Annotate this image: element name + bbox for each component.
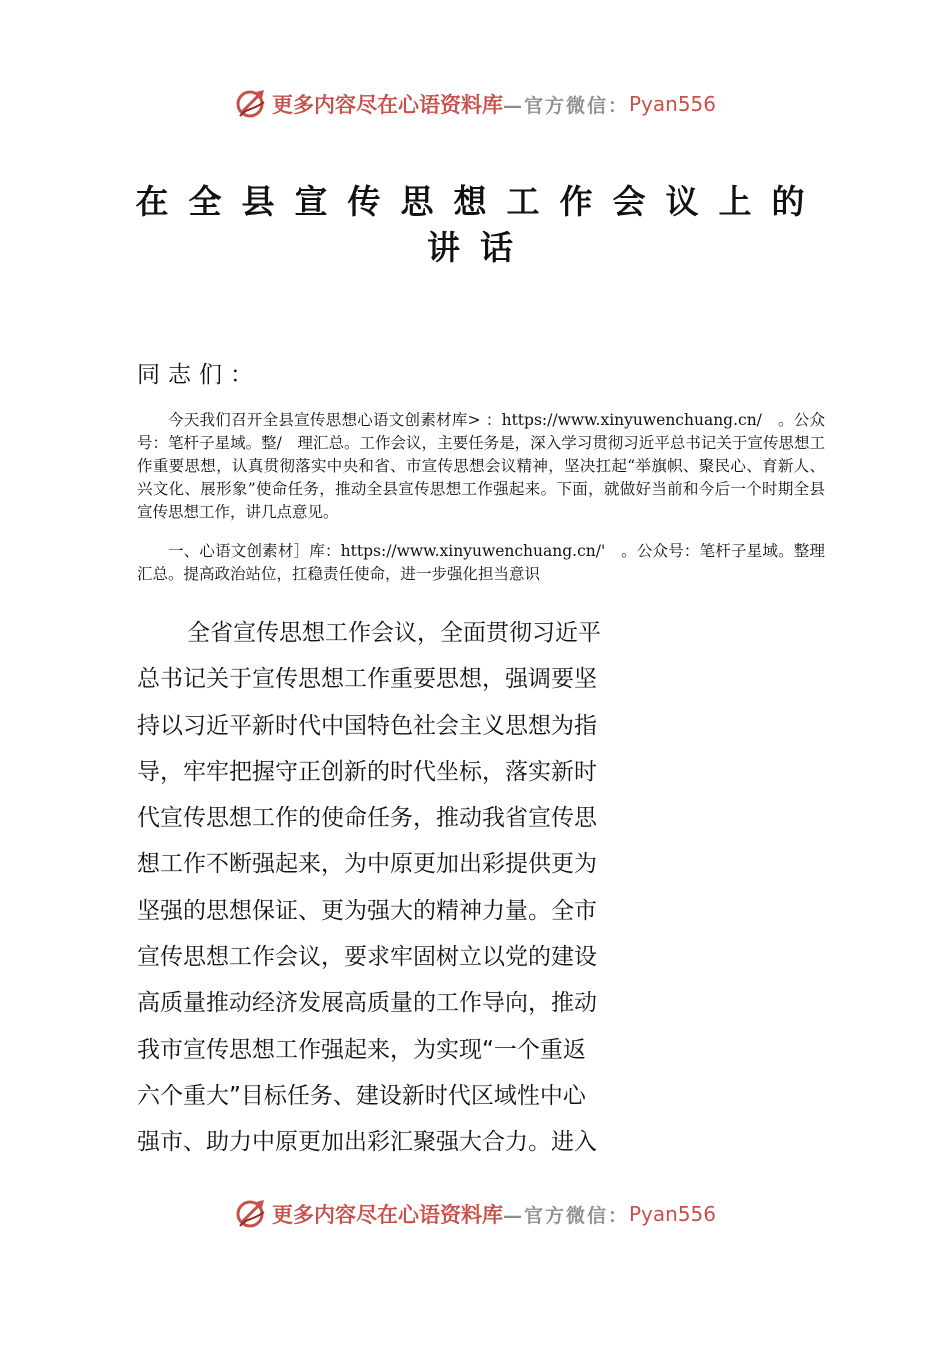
- banner-red-text: 更多内容尽在心语资料库: [271, 92, 503, 117]
- body-line: 总书记关于宣传思想工作重要思想，强调要坚: [137, 666, 597, 693]
- pen-swirl-logo-icon: [234, 86, 270, 122]
- document-title-line2: 讲话: [427, 228, 533, 267]
- body-line: 全省宣传思想工作会议，全面贯彻习近平: [187, 620, 601, 646]
- salutation: 同志们：: [137, 362, 261, 388]
- body-line: 想工作不断强起来，为中原更加出彩提供更为: [137, 851, 597, 878]
- banner-wechat-id: Pyan556: [629, 92, 717, 116]
- body-line: 高质量推动经济发展高质量的工作导向，推动: [137, 990, 597, 1017]
- body-line: 导，牢牢把握守正创新的时代坐标，落实新时: [137, 758, 597, 785]
- intro-paragraph: 今天我们召开全县宣传思想心语文创素材库> ：https://www.xinyuwenchuang.cn/ 。公众号：笔杆子星域。整/ 理汇总。工作会议，主要任务是，深入学习贯彻习近平总书记关于宣传思想工作重要思想，认真贯彻落实中央和省、市宣传思想会议精神，坚决扛起“举旗帜、聚民心、育新人、兴文化、展形象”使命任务，推动全县宣传思想工作强起来。下面，就做好当前和今后一个时期全县宣传思想工作，讲几点意见。: [137, 411, 825, 521]
- banner-gray-text: —官方微信：: [502, 94, 629, 117]
- body-line: 六个重大”目标任务、建设新时代区域性中心: [137, 1082, 586, 1109]
- banner-red-text: 更多内容尽在心语资料库: [271, 1202, 503, 1227]
- pen-swirl-logo-icon: [234, 1196, 270, 1232]
- footer-watermark-banner: [0, 1194, 950, 1234]
- body-text-block: [137, 610, 827, 1166]
- body-line: 代宣传思想工作的使命任务，推动我省宣传思: [137, 805, 597, 832]
- body-line: 持以习近平新时代中国特色社会主义思想为指: [137, 712, 597, 739]
- section-heading-paragraph: 一、心语文创素材］库：https://www.xinyuwenchuang.cn/' 。公众号：笔杆子星域。整理汇总。提高政治站位，扛稳责任使命，进一步强化担当意识: [137, 542, 825, 583]
- body-line: 坚强的思想保证、更为强大的精神力量。全市: [137, 897, 597, 924]
- banner-wechat-id: Pyan556: [629, 1202, 717, 1226]
- body-line: 强市、助力中原更加出彩汇聚强大合力。进入: [137, 1129, 597, 1156]
- body-line: 我市宣传思想工作强起来，为实现“一个重返: [137, 1036, 586, 1063]
- banner-gray-text: —官方微信：: [502, 1204, 629, 1227]
- document-title-line1: 在全县宣传思想工作会议上的: [135, 182, 825, 221]
- header-watermark-banner: [0, 84, 950, 124]
- body-line: 宣传思想工作会议，要求牢固树立以党的建设: [137, 944, 597, 971]
